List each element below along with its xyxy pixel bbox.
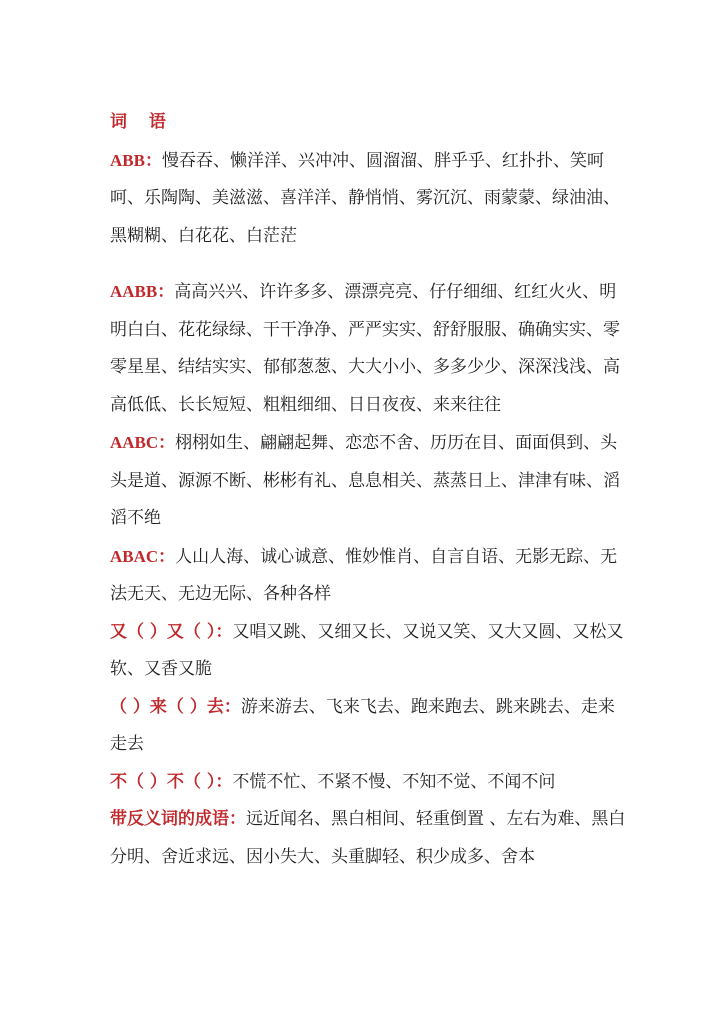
section-text-aabb: 高高兴兴、许许多多、漂漂亮亮、仔仔细细、红红火火、明明白白、花花绿绿、干干净净、严严实实、舒舒服服、确确实实、零零星星、结结实实、郁郁葱葱、大大小小、多多少少、深深浅浅、高高低低、长长短短、粗粗细细、日日夜夜、来来往往	[110, 282, 620, 415]
section-antonym-idioms	[110, 801, 630, 876]
section-bu-bu	[110, 764, 630, 802]
section-aabb	[110, 273, 630, 424]
section-label-bu-bu: 不（ ）不（ ）：	[110, 771, 233, 792]
section-text-antonym-idioms: 远近闻名、黑白相间、轻重倒置 、左右为难、黑白分明、舍近求远、因小失大、头重脚轻、积少成多、舍本	[110, 809, 626, 867]
section-label-lai-qu: （ ）来（ ）去：	[110, 696, 241, 717]
section-label-antonym-idioms: 带反义词的成语：	[110, 809, 246, 829]
section-text-bu-bu: 不慌不忙、不紧不慢、不知不觉、不闻不问	[232, 771, 556, 792]
document-content	[110, 104, 630, 876]
section-label-abb: ABB：	[110, 150, 162, 170]
section-label-abac: ABAC：	[110, 546, 176, 566]
section-you-you	[110, 614, 630, 689]
section-label-you-you: 又（ ）又（ ）：	[110, 621, 233, 642]
section-text-aabc: 栩栩如生、翩翩起舞、恋恋不舍、历历在目、面面俱到、头头是道、源源不断、彬彬有礼、息息相关、蒸蒸日上、津津有味、滔滔不绝	[110, 433, 620, 528]
section-label-aabb: AABB：	[110, 282, 175, 301]
page-title: 词 语	[110, 112, 174, 132]
section-text-abac: 人山人海、诚心诚意、惟妙惟肖、自言自语、无影无踪、无法无天、无边无际、各种各样	[110, 546, 618, 604]
section-abac	[110, 538, 630, 614]
section-abb	[110, 142, 630, 256]
section-text-you-you: 又唱又跳、又细又长、又说又笑、又大又圆、又松又软、又香又脆	[110, 621, 624, 679]
section-text-abb: 慢吞吞、懒洋洋、兴冲冲、圆溜溜、胖乎乎、红扑扑、笑呵呵、乐陶陶、美滋滋、喜洋洋、静悄悄、雾沉沉、雨蒙蒙、绿油油、黑糊糊、白花花、白茫茫	[110, 150, 620, 246]
section-lai-qu	[110, 689, 630, 764]
section-aabc	[110, 424, 630, 538]
section-label-aabc: AABC：	[110, 433, 176, 452]
section-text-lai-qu: 游来游去、飞来飞去、跑来跑去、跳来跳去、走来走去	[110, 696, 615, 754]
